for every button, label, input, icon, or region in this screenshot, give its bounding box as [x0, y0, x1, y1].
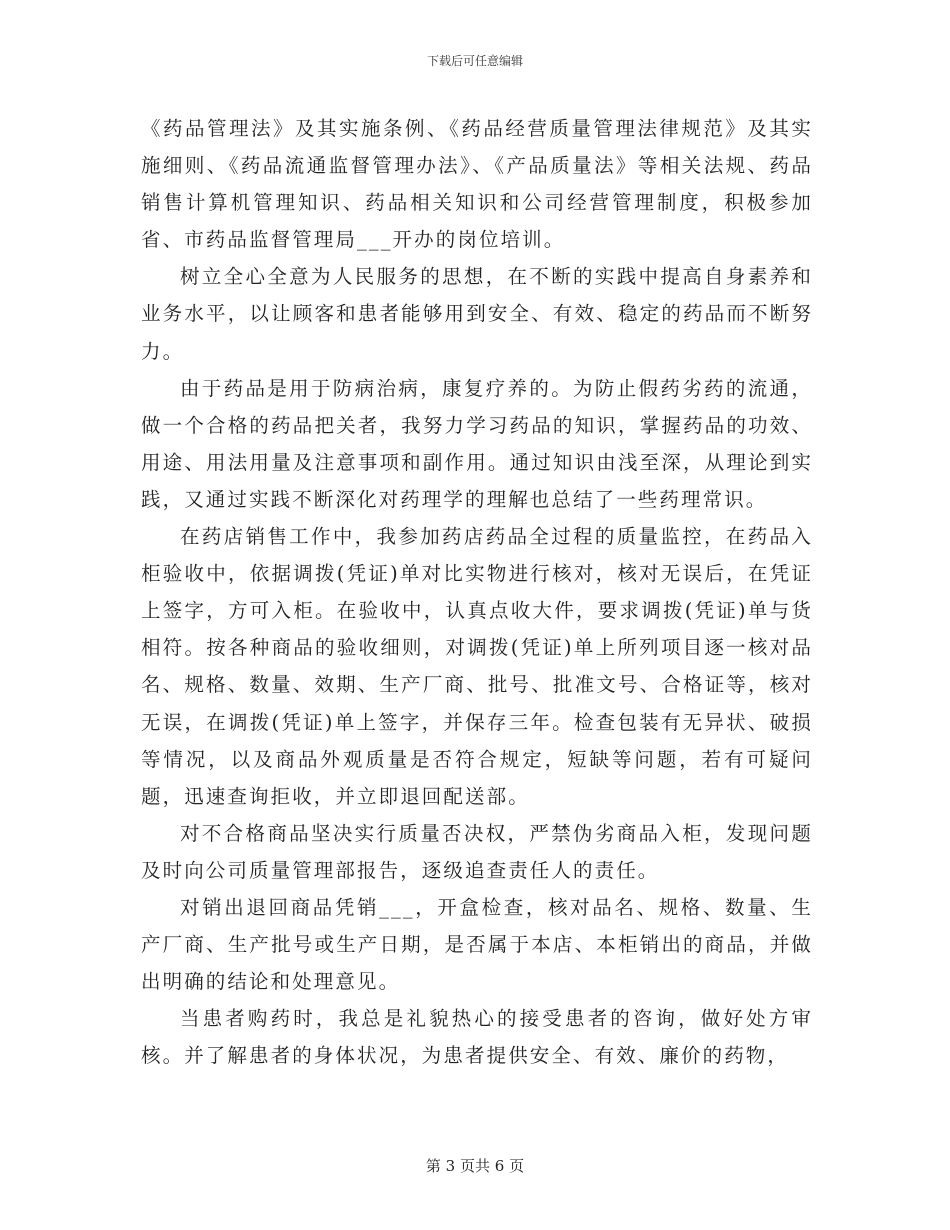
paragraph-patient-service: 当患者购药时，我总是礼貌热心的接受患者的咨询，做好处方审核。并了解患者的身体状况，为患者提供安全、有效、廉价的药物， [141, 1007, 813, 1068]
paragraph-drug-knowledge: 由于药品是用于防病治病，康复疗养的。为防止假药劣药的流通，做一个合格的药品把关者，我努力学习药品的知识，掌握药品的功效、用途、用法用量及注意事项和副作用。通过知识由浅至深，从理论到实践，又通过实践不断深化对药理学的理解也总结了一些药理常识。 [141, 376, 813, 511]
page-number-footer: 第 3 页共 6 页 [425, 1157, 525, 1175]
page-header: 下载后可任意编辑 [426, 54, 523, 68]
paragraph-unqualified-goods: 对不合格商品坚决实行质量否决权，严禁伪劣商品入柜，发现问题及时向公司质量管理部报告，逐级追查责任人的责任。 [141, 821, 813, 882]
document-body [141, 110, 813, 1074]
paragraph-service-attitude: 树立全心全意为人民服务的思想，在不断的实践中提高自身素养和业务水平，以让顾客和患者能够用到安全、有效、稳定的药品而不断努力。 [141, 265, 813, 363]
paragraph-returned-goods: 对销出退回商品凭销___，开盒检查，核对品名、规格、数量、生产厂商、生产批号或生产日期，是否属于本店、本柜销出的商品，并做出明确的结论和处理意见。 [141, 895, 813, 994]
paragraph-regulations-study: 《药品管理法》及其实施条例、《药品经营质量管理法律规范》及其实施细则、《药品流通监督管理办法》、《产品质量法》等相关法规、药品销售计算机管理知识、药品相关知识和公司经营管理制度，积极参加省、市药品监督管理局___开办的岗位培训。 [141, 117, 813, 252]
paragraph-quality-control: 在药店销售工作中，我参加药店药品全过程的质量监控，在药品入柜验收中，依据调拨(凭证)单对比实物进行核对，核对无误后，在凭证上签字，方可入柜。在验收中，认真点收大件，要求调拨(凭证)单与货相符。按各种商品的验收细则，对调拨(凭证)单上所列项目逐一核对品名、规格、数量、效期、生产厂商、批号、批准文号、合格证等，核对无误，在调拨(凭证)单上签字，并保存三年。检查包装有无异状、破损等情况，以及商品外观质量是否符合规定，短缺等问题，若有可疑问题，迅速查询拒收，并立即退回配送部。 [141, 525, 813, 808]
